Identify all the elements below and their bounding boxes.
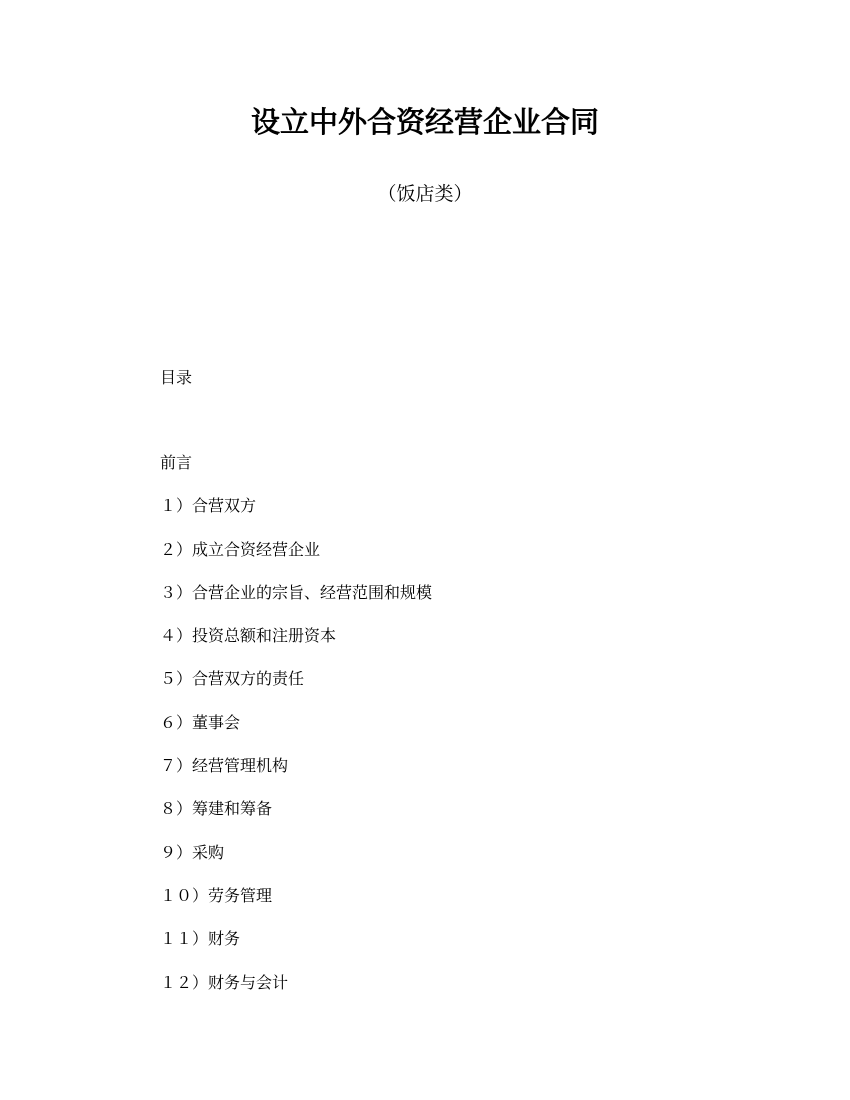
toc-item-parties: １）合营双方 (160, 496, 257, 516)
toc-item-finance: １１）财务 (160, 929, 241, 949)
toc-item-preface: 前言 (160, 453, 193, 472)
toc-heading: 目录 (160, 368, 193, 387)
toc-item-labor: １０）劳务管理 (160, 885, 273, 905)
toc-item-board: ６）董事会 (160, 712, 241, 732)
document-title: 设立中外合资经营企业合同 (250, 105, 599, 139)
toc-item-preparation: ８）筹建和筹备 (160, 799, 273, 819)
toc-item-establishment: ２）成立合资经营企业 (160, 539, 321, 559)
document-subtitle: （饭店类） (377, 183, 473, 205)
table-of-contents (160, 451, 432, 1014)
toc-item-accounting: １２）财务与会计 (160, 972, 289, 992)
toc-item-management: ７）经营管理机构 (160, 756, 289, 776)
toc-item-investment-capital: ４）投资总额和注册资本 (160, 626, 337, 646)
toc-item-responsibilities: ５）合营双方的责任 (160, 669, 305, 689)
toc-item-purpose-scope: ３）合营企业的宗旨、经营范围和规模 (160, 582, 433, 602)
toc-item-procurement: ９）采购 (160, 842, 225, 862)
